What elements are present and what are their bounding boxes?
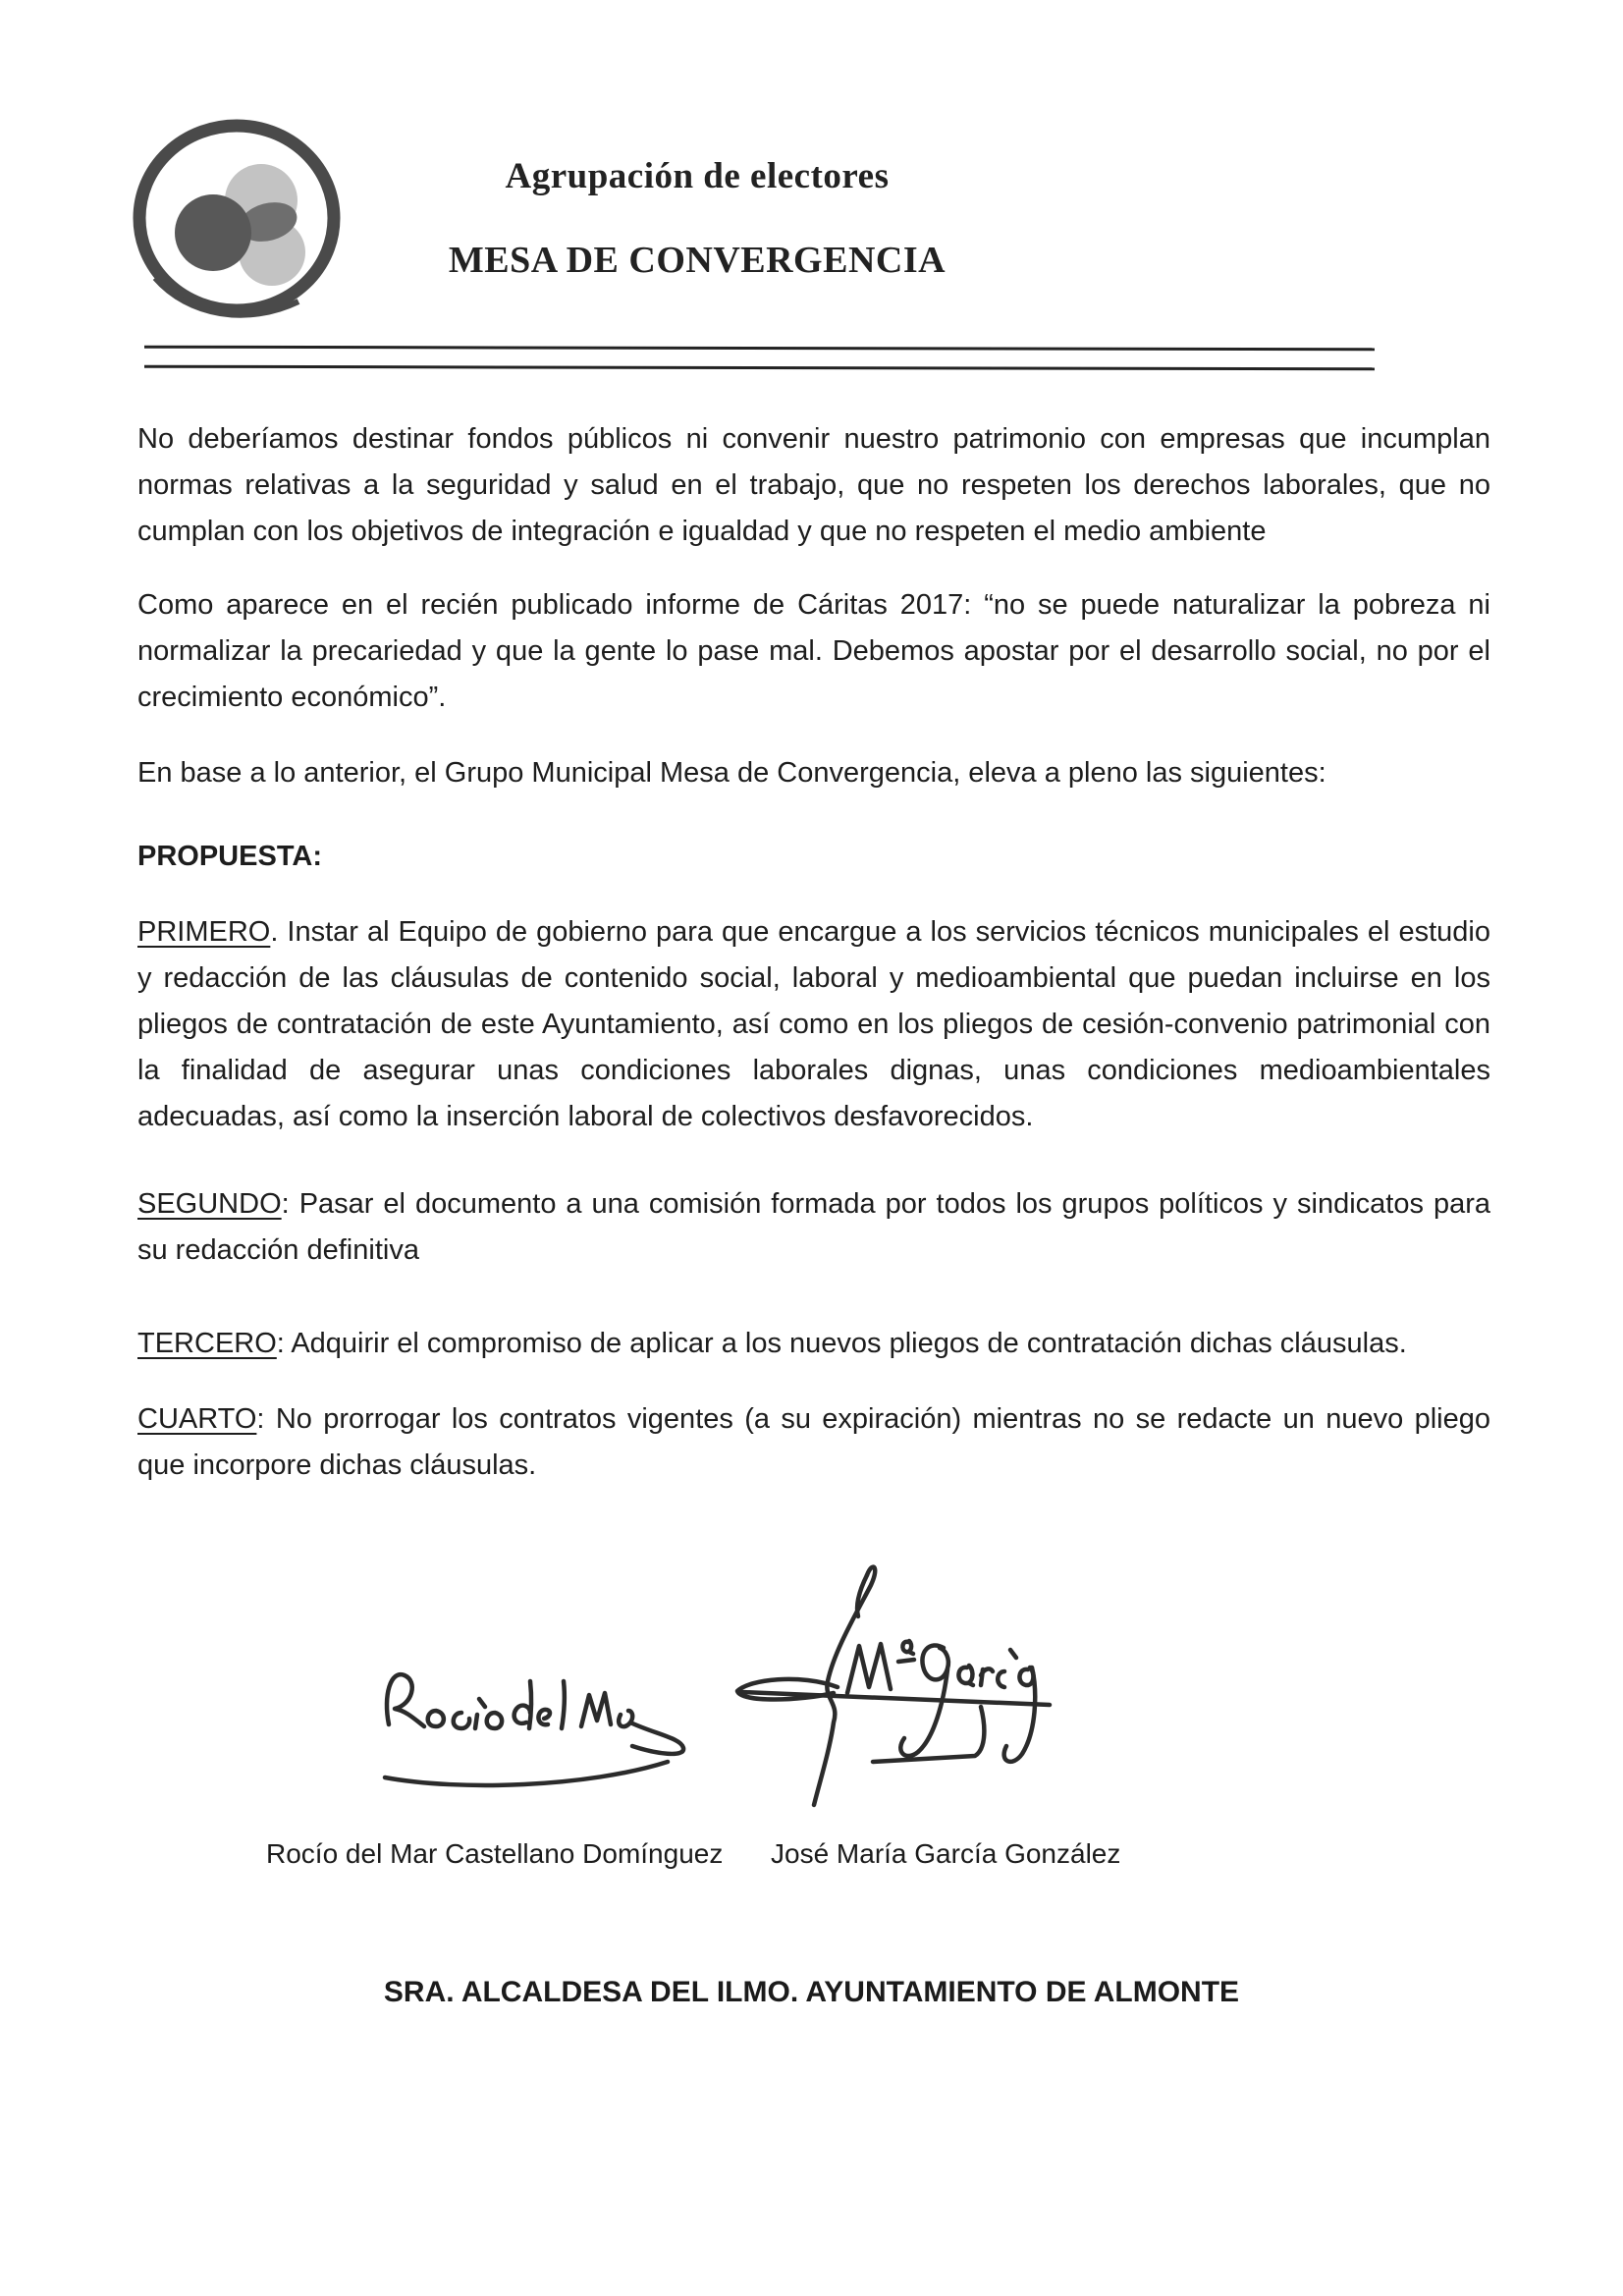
item-primero-term: PRIMERO	[137, 916, 271, 948]
signature-garcia-icon	[722, 1544, 1134, 1819]
org-logo	[118, 106, 355, 344]
item-tercero-text: Adquirir el compromiso de aplicar a los nuevos pliegos de contratación dichas cláusulas.	[291, 1328, 1407, 1359]
signer-name-left: Rocío del Mar Castellano Domínguez	[266, 1838, 724, 1869]
item-cuarto	[137, 1396, 1490, 1489]
header-divider-bottom	[144, 365, 1375, 371]
item-segundo-term: SEGUNDO	[137, 1188, 282, 1220]
item-tercero-separator: :	[276, 1328, 292, 1359]
letter-body	[137, 416, 1490, 1516]
header-divider-top	[144, 346, 1375, 352]
letterhead	[447, 155, 947, 282]
logo-blobs-icon	[175, 164, 305, 286]
item-segundo-separator: :	[281, 1188, 299, 1220]
item-tercero	[137, 1321, 1490, 1367]
item-cuarto-term: CUARTO	[137, 1403, 257, 1435]
paragraph-caritas: Como aparece en el recién publicado informe de Cáritas 2017: “no se puede naturalizar la pobreza ni normalizar la precariedad y que la gente lo pase mal. Debemos apostar por el desarrollo social, no por el crecimiento económico”.	[137, 589, 1490, 713]
signer-name-right: José María García González	[771, 1838, 1121, 1869]
item-tercero-term: TERCERO	[137, 1328, 277, 1359]
item-primero	[137, 909, 1490, 1140]
paragraph-funds: No deberíamos destinar fondos públicos ni convenir nuestro patrimonio con empresas que incumplan normas relativas a la seguridad y salud en el trabajo, que no respeten los derechos laborales, que no cumplan con los objetivos de integración e igualdad y que no respeten el medio ambiente	[137, 423, 1490, 547]
item-segundo	[137, 1181, 1490, 1274]
propuesta-heading: PROPUESTA:	[137, 841, 322, 872]
item-segundo-text: Pasar el documento a una comisión formada por todos los grupos políticos y sindicatos para su redacción definitiva	[137, 1188, 1490, 1266]
item-primero-separator: .	[270, 916, 288, 948]
item-cuarto-text: No prorrogar los contratos vigentes (a su expiración) mientras no se redacte un nuevo pliego que incorpore dichas cláusulas.	[137, 1403, 1490, 1481]
signature-rocio-icon	[371, 1656, 695, 1793]
addressee-line: SRA. ALCALDESA DEL ILMO. AYUNTAMIENTO DE ALMONTE	[383, 1976, 1240, 2008]
org-name: Agrupación de electores	[505, 156, 890, 196]
org-subname: MESA DE CONVERGENCIA	[448, 240, 947, 281]
paragraph-lead-in: En base a lo anterior, el Grupo Municipal Mesa de Convergencia, eleva a pleno las siguientes:	[137, 757, 1326, 789]
item-primero-text: Instar al Equipo de gobierno para que encargue a los servicios técnicos municipales el estudio y redacción de las cláusulas de contenido social, laboral y medioambiental que puedan incluirse en los pliegos de contratación de este Ayuntamiento, así como en los pliegos de cesión-convenio patrimonial con la finalidad de asegurar unas condiciones laborales dignas, unas condiciones medioambientales adecuadas, así como la inserción laboral de colectivos desfavorecidos.	[137, 916, 1491, 1132]
item-cuarto-separator: :	[256, 1403, 276, 1435]
